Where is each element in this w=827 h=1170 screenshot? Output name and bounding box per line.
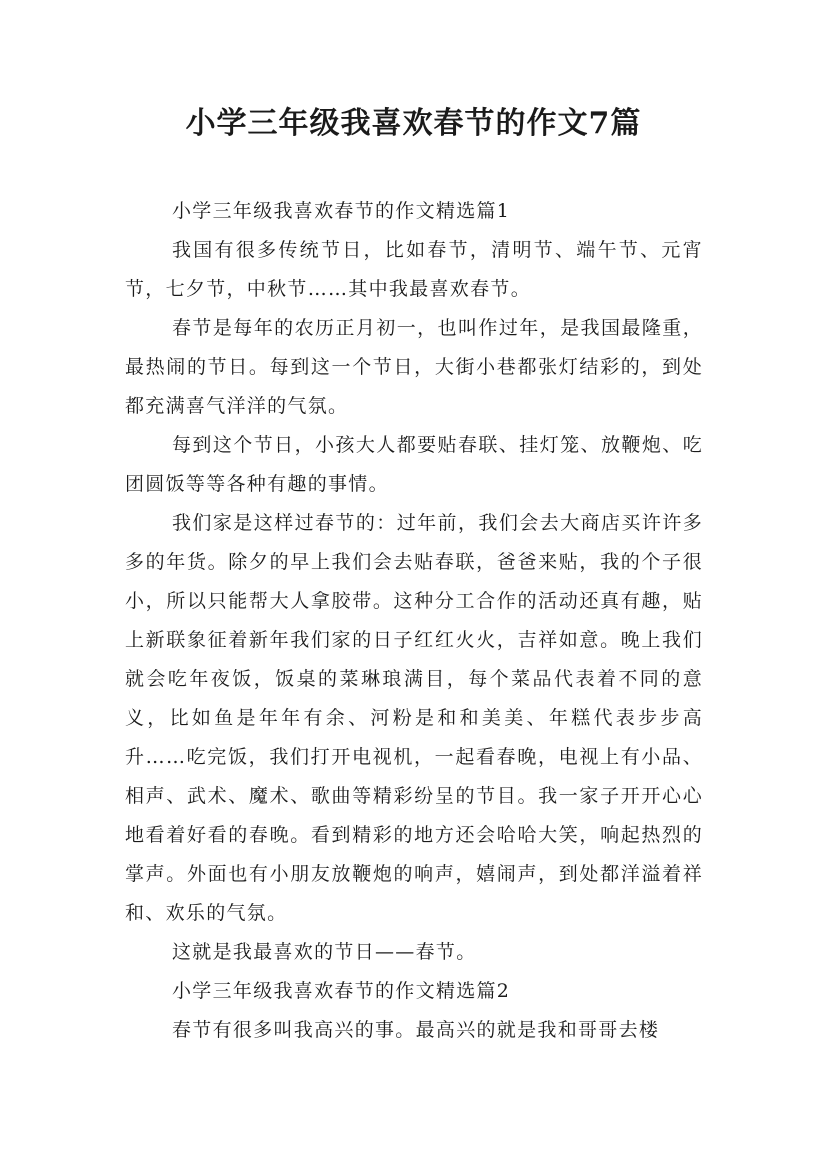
document-title: 小学三年级我喜欢春节的作文7篇: [185, 106, 642, 141]
paragraph: 我们家是这样过春节的：过年前，我们会去大商店买许许多多的年货。除夕的早上我们会去贴春联，爸爸来贴，我的个子很小，所以只能帮大人拿胶带。这种分工合作的活动还真有趣，贴上新联象征着新年我们家的日子红红火火，吉祥如意。晚上我们就会吃年夜饭，饭桌的菜琳琅满目，每个菜品代表着不同的意义，比如鱼是年年有余、河粉是和和美美、年糕代表步步高升……吃完饭，我们打开电视机，一起看春晚，电视上有小品、相声、武术、魔术、歌曲等精彩纷呈的节目。我一家子开开心心地看着好看的春晚。看到精彩的地方还会哈哈大笑，响起热烈的掌声。外面也有小朋友放鞭炮的响声，嬉闹声，到处都洋溢着祥和、欢乐的气氛。: [125, 512, 703, 924]
paragraph: 每到这个节日，小孩大人都要贴春联、挂灯笼、放鞭炮、吃团圆饭等等各种有趣的事情。: [125, 434, 703, 495]
document-body: [125, 192, 703, 1050]
paragraph: 我国有很多传统节日，比如春节，清明节、端午节、元宵节，七夕节，中秋节……其中我最喜欢春节。: [125, 239, 703, 300]
paragraph: 春节是每年的农历正月初一，也叫作过年，是我国最隆重，最热闹的节日。每到这一个节日，大街小巷都张灯结彩的，到处都充满喜气洋洋的气氛。: [125, 317, 703, 417]
section-heading: 小学三年级我喜欢春节的作文精选篇1: [172, 200, 511, 222]
paragraph: 这就是我最喜欢的节日——春节。: [172, 941, 477, 963]
paragraph: 春节有很多叫我高兴的事。最高兴的就是我和哥哥去楼: [172, 1019, 660, 1041]
section-heading: 小学三年级我喜欢春节的作文精选篇2: [172, 980, 511, 1002]
